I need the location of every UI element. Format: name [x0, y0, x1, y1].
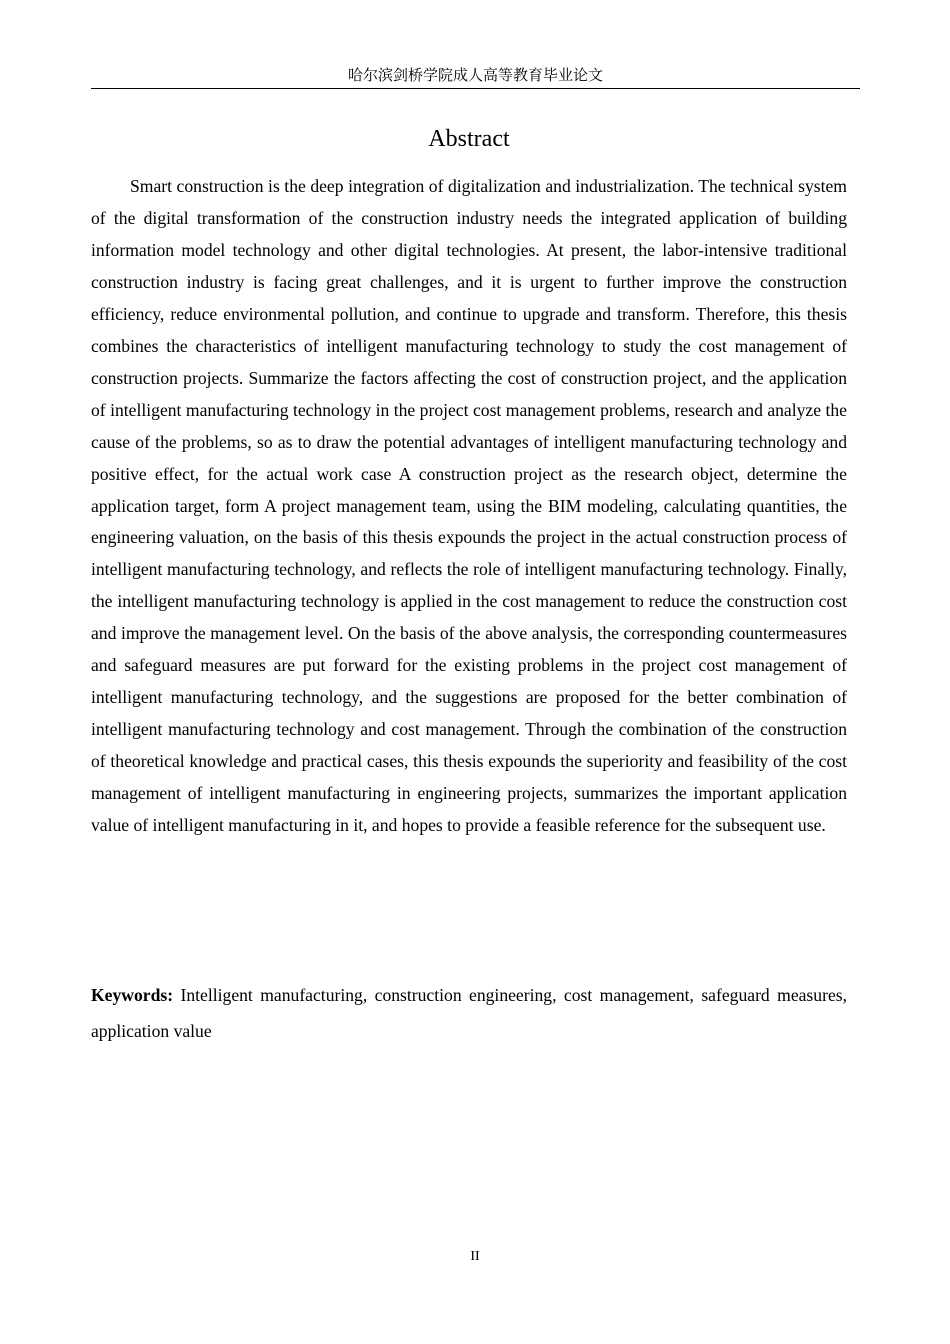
keywords-text: Intelligent manufacturing, construction engineering, cost management, safeguard measures, application value: [91, 985, 847, 1041]
abstract-title: Abstract: [428, 126, 510, 152]
abstract-body: Smart construction is the deep integration of digitalization and industrialization. The technical system of the digital transformation of the construction industry needs the integrated application of building information model technology and other digital technologies. At present, the labor-intensive traditional construction industry is facing great challenges, and it is urgent to further improve the construction efficiency, reduce environmental pollution, and continue to upgrade and transform. Therefore, this thesis combines the characteristics of intelligent manufacturing technology to study the cost management of construction projects. Summarize the factors affecting the cost of construction project, and the application of intelligent manufacturing technology in the project cost management problems, research and analyze the cause of the problems, so as to draw the potential advantages of intelligent manufacturing technology and positive effect, for the actual work case A construction project as the research object, determine the application target, form A project management team, using the BIM modeling, calculating quantities, the engineering valuation, on the basis of this thesis expounds the project in the actual construction process of intelligent manufacturing technology, and reflects the role of intelligent manufacturing technology. Finally, the intelligent manufacturing technology is applied in the cost management to reduce the construction cost and improve the management level. On the basis of the above analysis, the corresponding countermeasures and safeguard measures are put forward for the existing problems in the project cost management of intelligent manufacturing technology, and the suggestions are proposed for the better combination of intelligent manufacturing technology and cost management. Through the combination of the construction of theoretical knowledge and practical cases, this thesis expounds the superiority and feasibility of the cost management of intelligent manufacturing in engineering projects, summarizes the important application value of intelligent manufacturing in it, and hopes to provide a feasible reference for the subsequent use.: [91, 176, 847, 836]
running-header: 哈尔滨剑桥学院成人高等教育毕业论文: [347, 66, 603, 84]
header-divider: [91, 88, 860, 89]
page-number: II: [470, 1249, 480, 1264]
keywords-label: Keywords:: [91, 985, 174, 1005]
keywords-paragraph: [91, 977, 847, 1049]
